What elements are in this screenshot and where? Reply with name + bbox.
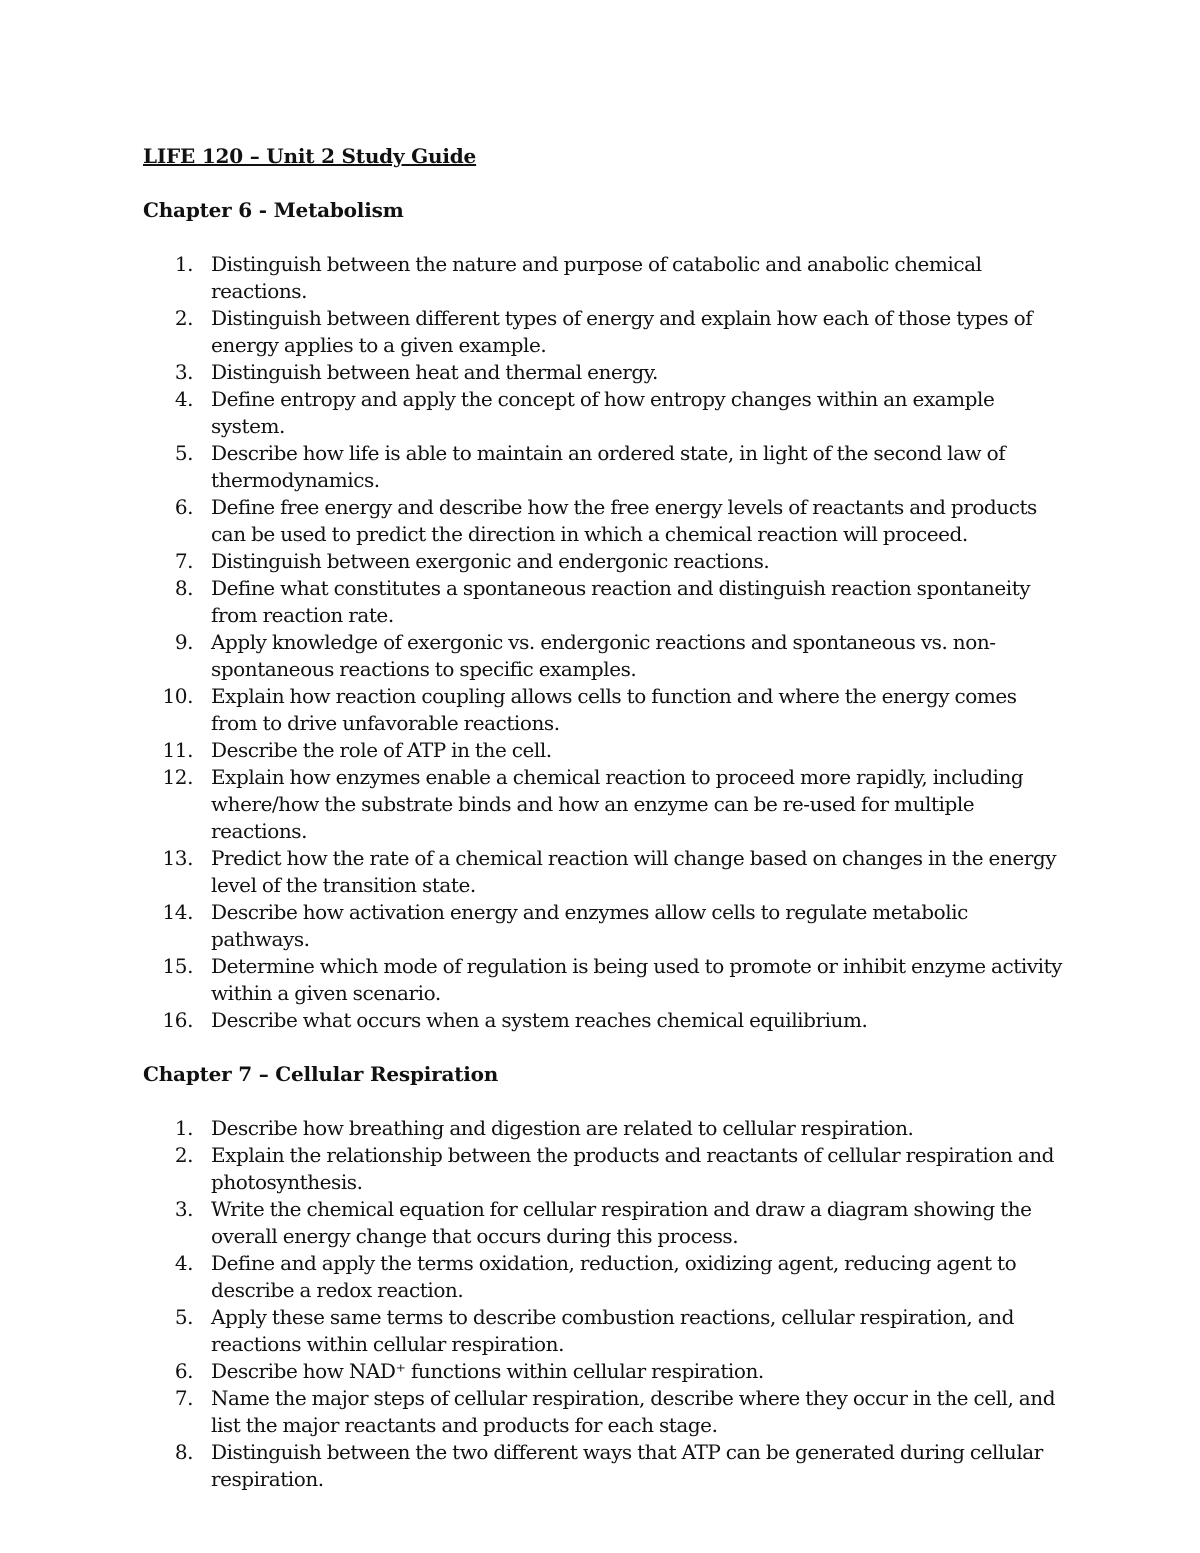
list-item	[143, 1196, 1063, 1250]
list-item-number: 2.	[174, 306, 193, 330]
list-item-number: 7.	[174, 549, 193, 573]
list-item-text: Determine which mode of regulation is being used to promote or inhibit enzyme activity within a given scenario.	[211, 954, 1063, 1005]
chapter-6-heading: Chapter 6 - Metabolism	[143, 198, 404, 222]
list-item	[143, 629, 1063, 683]
list-item-text: Distinguish between different types of energy and explain how each of those types of energy applies to a given example.	[211, 306, 1033, 357]
list-item	[143, 899, 1063, 953]
list-item-text: Explain the relationship between the products and reactants of cellular respiration and photosynthesis.	[211, 1143, 1055, 1194]
list-item	[143, 1304, 1063, 1358]
list-item-number: 6.	[174, 1359, 193, 1383]
list-item	[143, 845, 1063, 899]
list-item-text: Distinguish between heat and thermal energy.	[211, 360, 658, 384]
list-item	[143, 1007, 1063, 1034]
list-item	[143, 1385, 1063, 1439]
list-item-text: Apply these same terms to describe combustion reactions, cellular respiration, and reactions within cellular respiration.	[211, 1305, 1014, 1356]
list-item	[143, 683, 1063, 737]
list-item	[143, 1142, 1063, 1196]
list-item-text: Define what constitutes a spontaneous reaction and distinguish reaction spontaneity from reaction rate.	[211, 576, 1031, 627]
list-item	[143, 386, 1063, 440]
list-item	[143, 1115, 1063, 1142]
list-item-number: 16.	[162, 1008, 193, 1032]
study-guide-page	[143, 143, 1063, 1493]
list-item-text: Describe how activation energy and enzymes allow cells to regulate metabolic pathways.	[211, 900, 968, 951]
chapter-7-objectives-list	[143, 1115, 1063, 1493]
list-item	[143, 548, 1063, 575]
list-item	[143, 251, 1063, 305]
list-item-text: Predict how the rate of a chemical reaction will change based on changes in the energy level of the transition state.	[211, 846, 1057, 897]
list-item-number: 8.	[174, 576, 193, 600]
list-item	[143, 359, 1063, 386]
list-item-number: 6.	[174, 495, 193, 519]
list-item-number: 1.	[174, 1116, 193, 1140]
list-item	[143, 1358, 1063, 1385]
list-item-text: Explain how enzymes enable a chemical reaction to proceed more rapidly, including where/how the substrate binds and how an enzyme can be re-used for multiple reactions.	[211, 765, 1024, 843]
list-item-text: Define free energy and describe how the free energy levels of reactants and products can be used to predict the direction in which a chemical reaction will proceed.	[211, 495, 1037, 546]
list-item-text: Describe the role of ATP in the cell.	[211, 738, 552, 762]
list-item-number: 9.	[174, 630, 193, 654]
list-item-text: Describe how NAD⁺ functions within cellular respiration.	[211, 1359, 764, 1383]
list-item-text: Describe what occurs when a system reaches chemical equilibrium.	[211, 1008, 868, 1032]
list-item-number: 3.	[174, 1197, 193, 1221]
list-item-number: 11.	[162, 738, 193, 762]
list-item-text: Describe how life is able to maintain an ordered state, in light of the second law of thermodynamics.	[211, 441, 1006, 492]
list-item-number: 13.	[162, 846, 193, 870]
list-item	[143, 1439, 1063, 1493]
list-item-number: 8.	[174, 1440, 193, 1464]
list-item-number: 10.	[162, 684, 193, 708]
list-item-text: Write the chemical equation for cellular respiration and draw a diagram showing the overall energy change that occurs during this process.	[211, 1197, 1032, 1248]
list-item-text: Describe how breathing and digestion are related to cellular respiration.	[211, 1116, 914, 1140]
list-item-text: Name the major steps of cellular respiration, describe where they occur in the cell, and list the major reactants and products for each stage.	[211, 1386, 1056, 1437]
chapter-7-heading: Chapter 7 – Cellular Respiration	[143, 1062, 499, 1086]
list-item-number: 4.	[174, 387, 193, 411]
list-item	[143, 575, 1063, 629]
list-item	[143, 737, 1063, 764]
list-item	[143, 494, 1063, 548]
list-item-number: 14.	[162, 900, 193, 924]
list-item-number: 5.	[174, 1305, 193, 1329]
list-item-number: 1.	[174, 252, 193, 276]
document-title: LIFE 120 – Unit 2 Study Guide	[143, 144, 477, 168]
list-item-number: 12.	[162, 765, 193, 789]
list-item-number: 7.	[174, 1386, 193, 1410]
list-item-number: 5.	[174, 441, 193, 465]
list-item-number: 2.	[174, 1143, 193, 1167]
list-item-number: 15.	[162, 954, 193, 978]
list-item-text: Define entropy and apply the concept of how entropy changes within an example system.	[211, 387, 995, 438]
list-item-text: Distinguish between exergonic and endergonic reactions.	[211, 549, 770, 573]
list-item-number: 4.	[174, 1251, 193, 1275]
list-item-text: Apply knowledge of exergonic vs. endergonic reactions and spontaneous vs. non-spontaneous reactions to specific examples.	[211, 630, 996, 681]
list-item	[143, 1250, 1063, 1304]
list-item-number: 3.	[174, 360, 193, 384]
list-item	[143, 764, 1063, 845]
list-item-text: Distinguish between the nature and purpose of catabolic and anabolic chemical reactions.	[211, 252, 982, 303]
list-item-text: Distinguish between the two different ways that ATP can be generated during cellular respiration.	[211, 1440, 1043, 1491]
list-item	[143, 440, 1063, 494]
list-item-text: Explain how reaction coupling allows cells to function and where the energy comes from to drive unfavorable reactions.	[211, 684, 1017, 735]
list-item-text: Define and apply the terms oxidation, reduction, oxidizing agent, reducing agent to describe a redox reaction.	[211, 1251, 1017, 1302]
chapter-6-objectives-list	[143, 251, 1063, 1034]
list-item	[143, 305, 1063, 359]
list-item	[143, 953, 1063, 1007]
